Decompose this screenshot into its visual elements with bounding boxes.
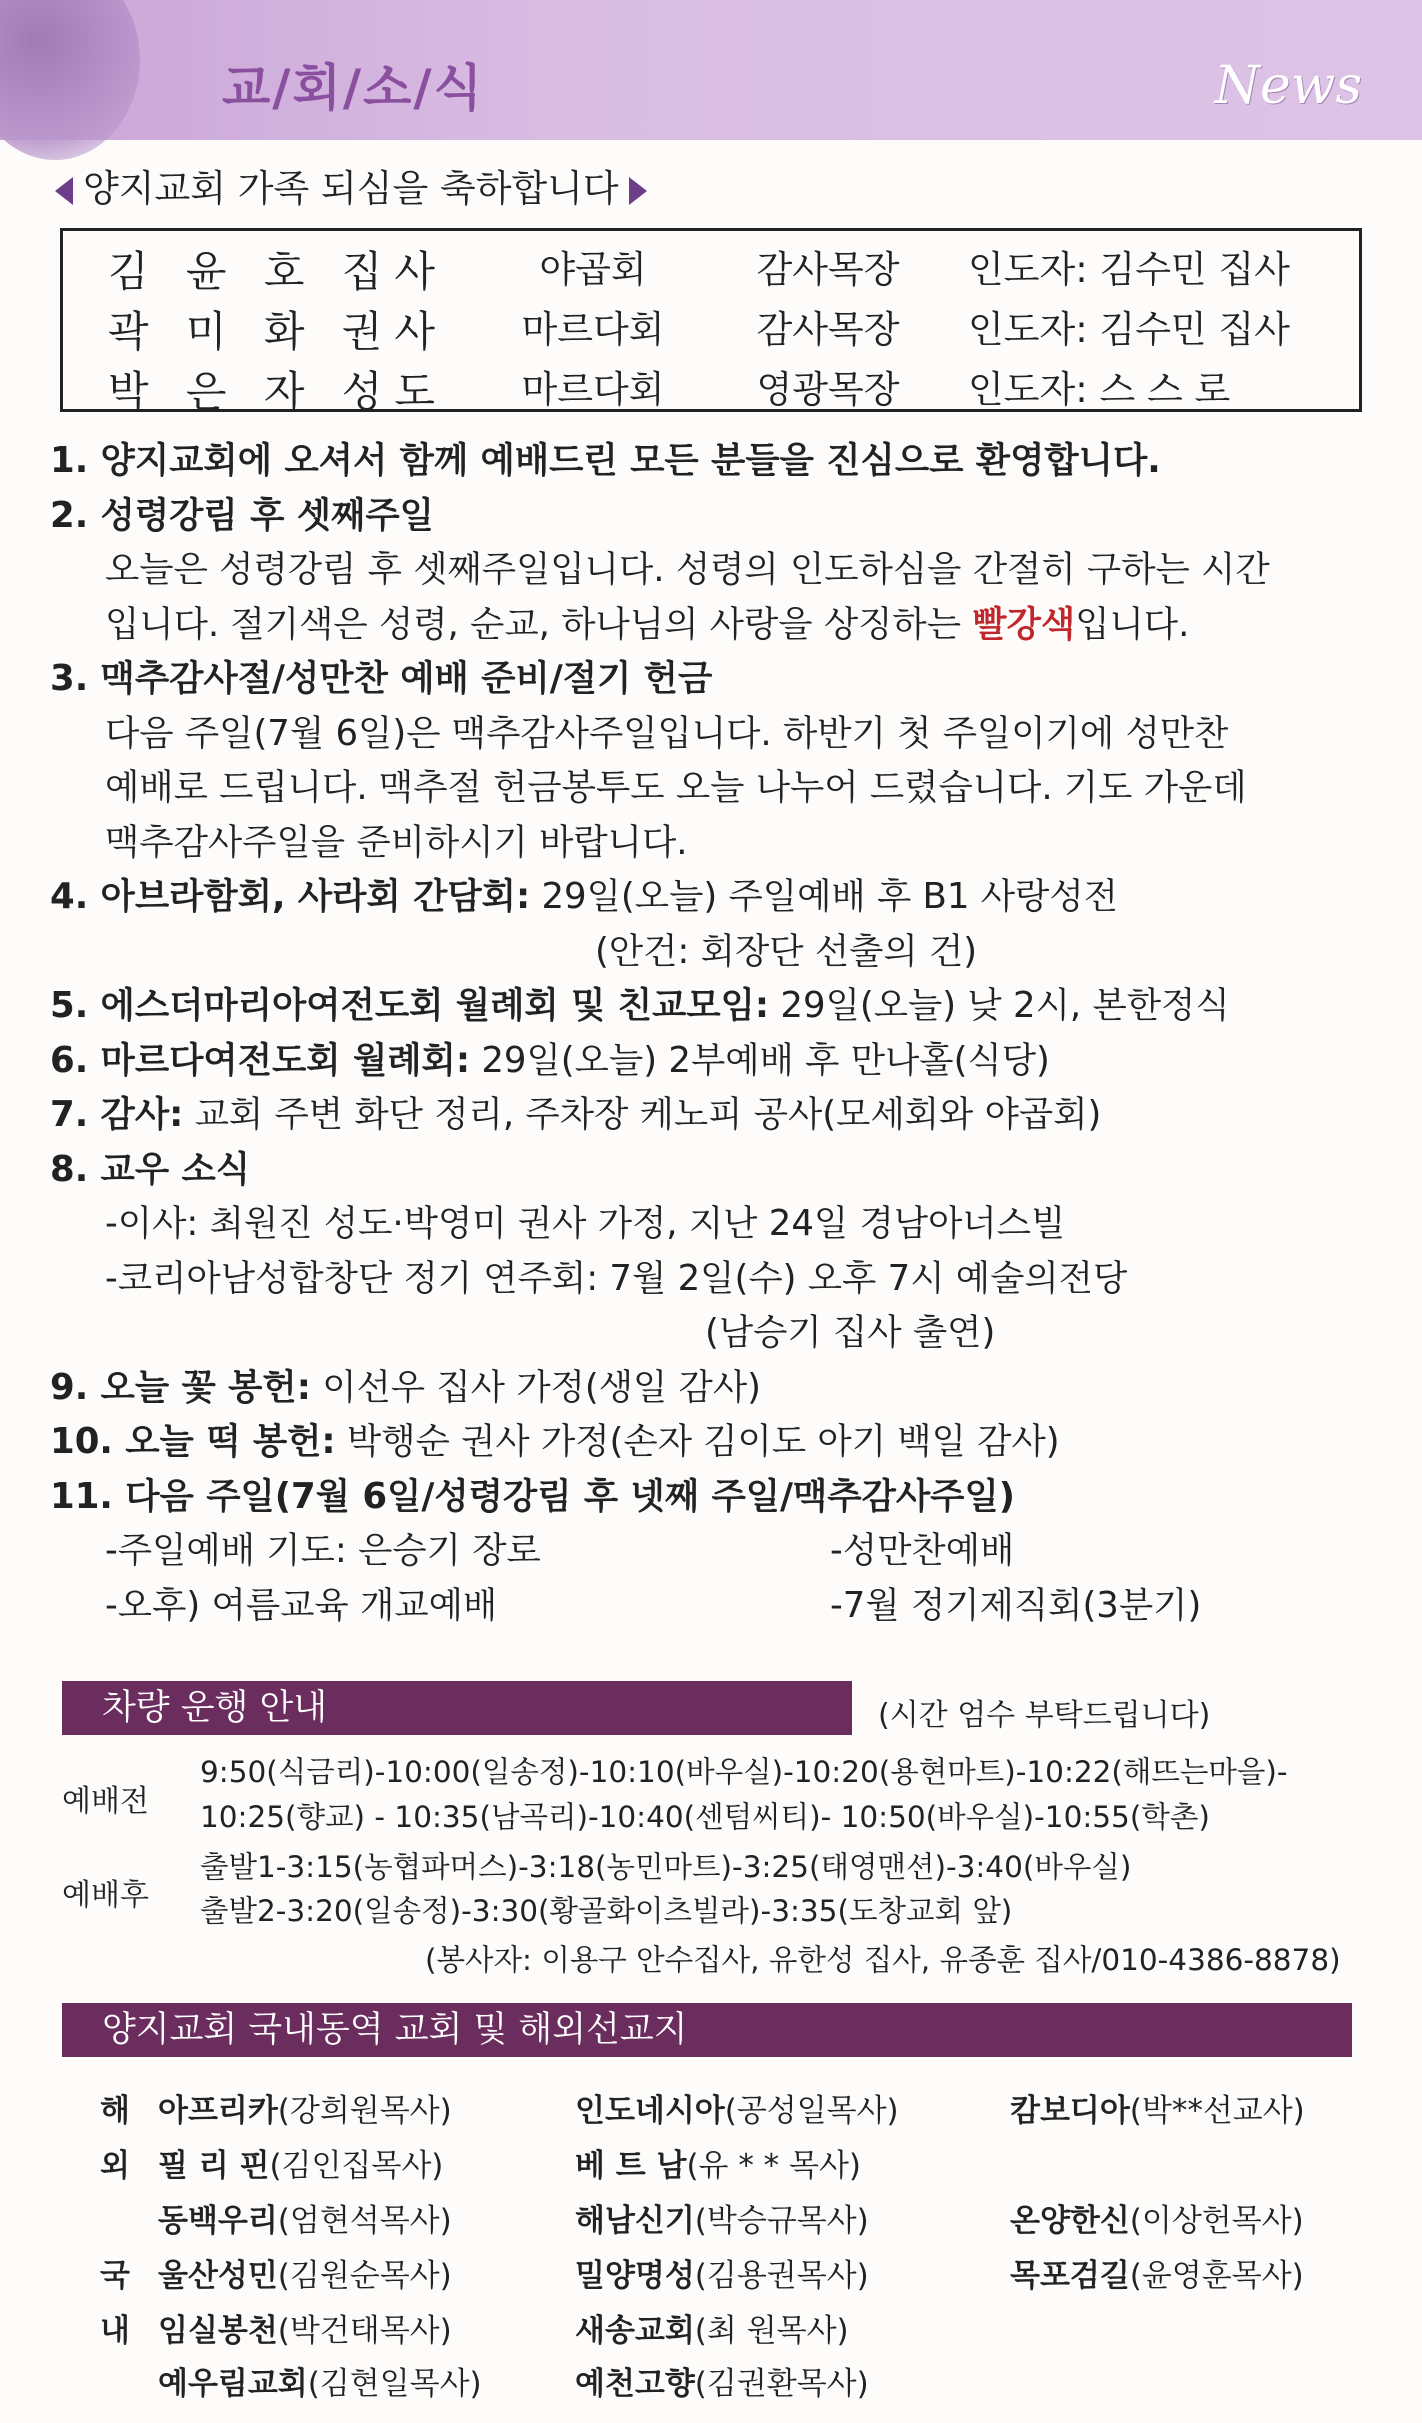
- side-label-nae: 내: [100, 2313, 130, 2349]
- mission-entry: [158, 2085, 452, 2130]
- member-mokjang: 영광목장: [756, 368, 900, 411]
- mission-pastor: (강희원목사): [277, 2093, 452, 2129]
- member-guide: 인도자: 김수민 집사: [968, 308, 1290, 351]
- mission-pastor: (공성일목사): [724, 2093, 899, 2129]
- mission-name: 울산성민: [158, 2258, 278, 2294]
- announcement-text: 29일(오늘) 2부예배 후 만나홀(식당): [470, 1039, 1050, 1081]
- mission-name: 베 트 남: [575, 2148, 687, 2184]
- member-guide: 인도자: 김수민 집사: [968, 248, 1290, 291]
- mission-name: 밀양명성: [575, 2258, 695, 2294]
- welcome-heading-text: 양지교회 가족 되심을 축하합니다: [83, 167, 619, 210]
- mission-name: 새송교회: [575, 2313, 695, 2349]
- announcement-11-heading: 11. 다음 주일(7월 6일/성령강림 후 넷째 주일/맥추감사주일): [50, 1475, 1015, 1517]
- missions-section-title: 양지교회 국내동역 교회 및 해외선교지: [62, 2003, 1352, 2057]
- announcement-text: 29일(오늘) 주일예배 후 B1 사랑성전: [530, 876, 1118, 917]
- side-label-hae: 해: [100, 2093, 130, 2129]
- announcement-4-sub: [50, 925, 1390, 980]
- mission-entry: [1010, 2085, 1305, 2130]
- announcement-6: [50, 1034, 1390, 1089]
- announcement-list: [50, 434, 1390, 1633]
- announcement-text: (남승기 집사 출연): [705, 1312, 996, 1353]
- announcement-11-body: [50, 1524, 1390, 1579]
- announcement-11-body: [50, 1579, 1390, 1634]
- member-mokjang: 감사목장: [756, 308, 900, 351]
- mission-pastor: (김인집목사): [269, 2148, 444, 2184]
- mission-pastor: (최 원목사): [694, 2313, 849, 2349]
- mission-name: 동백우리: [158, 2203, 278, 2239]
- mission-pastor: (윤영훈목사): [1129, 2258, 1304, 2294]
- announcement-text: -성만찬예배: [830, 1530, 1015, 1571]
- mission-pastor: (김현일목사): [307, 2366, 482, 2402]
- welcome-heading: [55, 158, 647, 212]
- transit-section-title: 차량 운행 안내: [62, 1681, 852, 1735]
- mission-pastor: (김원순목사): [277, 2258, 452, 2294]
- member-row: [63, 239, 1359, 297]
- mission-entry: [575, 2085, 899, 2130]
- mission-entry: [158, 2305, 452, 2350]
- mission-entry: [575, 2195, 869, 2240]
- mission-name: 온양한신: [1010, 2203, 1130, 2239]
- page-title: 교/회/소/식: [222, 59, 484, 117]
- announcement-8-body: -이사: 최원진 성도·박영미 권사 가정, 지난 24일 경남아너스빌: [105, 1203, 1066, 1244]
- header-banner: [0, 0, 1422, 140]
- mission-name: 해남신기: [575, 2203, 695, 2239]
- announcement-3-heading: 3. 맥추감사절/성만찬 예배 준비/절기 헌금: [50, 658, 713, 699]
- announcement-2-body: 오늘은 성령강림 후 셋째주일입니다. 성령의 인도하심을 간절히 구하는 시간: [105, 549, 1270, 590]
- mission-entry: [1010, 2195, 1304, 2240]
- mission-pastor: (김용권목사): [694, 2258, 869, 2294]
- mission-entry: [575, 2250, 869, 2295]
- member-row: [63, 299, 1359, 357]
- mission-pastor: (박승규목사): [694, 2203, 869, 2239]
- mission-pastor: (김권환목사): [694, 2366, 869, 2402]
- mission-pastor: (유 * * 목사): [686, 2148, 862, 2184]
- announcement-text: 입니다.: [1075, 603, 1190, 645]
- announcement-4: [50, 870, 1390, 925]
- member-mokjang: 감사목장: [756, 248, 900, 291]
- announcement-5: [50, 979, 1390, 1034]
- announcement-8-sub: [50, 1306, 1390, 1361]
- side-label-oe: 외: [100, 2148, 130, 2184]
- announcement-3-body: 다음 주일(7월 6일)은 맥추감사주일입니다. 하반기 첫 주일이기에 성만찬: [105, 712, 1229, 754]
- after-service-label: 예배후: [62, 1878, 149, 1913]
- member-group: 마르다회: [521, 308, 665, 351]
- mission-name: 아프리카: [158, 2093, 278, 2129]
- mission-name: 예천고향: [575, 2366, 695, 2402]
- announcement-text: (안건: 회장단 선출의 건): [595, 930, 978, 972]
- announcement-heading: 6. 마르다여전도회 월례회:: [50, 1039, 471, 1081]
- after-service-route: 출발1-3:15(농협파머스)-3:18(농민마트)-3:25(태영맨션)-3:40(바우실): [200, 1850, 1132, 1884]
- announcement-text: -오후) 여름교육 개교예배: [105, 1584, 498, 1626]
- mission-name: 인도네시아: [575, 2093, 725, 2129]
- triangle-left-icon: [55, 177, 73, 205]
- announcement-text: 29일(오늘) 낮 2시, 본한정식: [769, 985, 1230, 1026]
- mission-entry: [575, 2140, 861, 2185]
- mission-name: 목포검길: [1010, 2258, 1130, 2294]
- mission-name: 예우림교회: [158, 2366, 308, 2402]
- announcement-text: 교회 주변 화단 정리, 주차장 케노피 공사(모세회와 야곱회): [183, 1094, 1102, 1135]
- member-guide: 인도자: 스 스 로: [968, 368, 1231, 411]
- decorative-swoosh: [0, 0, 140, 160]
- announcement-heading: 7. 감사:: [50, 1094, 184, 1135]
- before-service-label: 예배전: [62, 1784, 149, 1819]
- announcement-3-body: 예배로 드립니다. 맥추절 헌금봉투도 오늘 나누어 드렸습니다. 기도 가운데: [105, 767, 1247, 808]
- mission-name: 임실봉천: [158, 2313, 278, 2349]
- news-badge: News: [1214, 56, 1362, 116]
- new-members-box: [60, 228, 1362, 416]
- announcement-9: [50, 1361, 1390, 1416]
- highlight-red-text: 빨강색: [972, 603, 1076, 645]
- announcement-text: -주일예배 기도: 은승기 장로: [105, 1530, 541, 1571]
- mission-pastor: (엄현석목사): [277, 2203, 452, 2239]
- announcement-8-body: -코리아남성합창단 정기 연주회: 7월 2일(수) 오후 7시 예술의전당: [105, 1257, 1128, 1299]
- mission-name: 필 리 핀: [158, 2148, 270, 2184]
- announcement-heading: 10. 오늘 떡 봉헌:: [50, 1421, 336, 1462]
- mission-entry: [158, 2250, 452, 2295]
- triangle-right-icon: [629, 177, 647, 205]
- announcement-heading: 9. 오늘 꽃 봉헌:: [50, 1366, 311, 1408]
- member-group: 야곱회: [539, 248, 647, 291]
- announcement-2-heading: 2. 성령강림 후 셋째주일: [50, 494, 434, 536]
- member-row: [63, 359, 1359, 417]
- mission-pastor: (박**선교사): [1129, 2093, 1305, 2129]
- announcement-text: 이선우 집사 가정(생일 감사): [310, 1366, 761, 1408]
- mission-pastor: (이상헌목사): [1129, 2203, 1304, 2239]
- announcement-text: -7월 정기제직회(3분기): [830, 1584, 1202, 1626]
- side-label-guk: 국: [100, 2258, 130, 2294]
- member-name: 박 은 자 성도: [108, 367, 447, 416]
- announcement-heading: 4. 아브라함회, 사라회 간담회:: [50, 876, 531, 917]
- announcement-text: 입니다. 절기색은 성령, 순교, 하나님의 사랑을 상징하는: [105, 603, 973, 645]
- member-name: 김 윤 호 집사: [108, 247, 447, 296]
- announcement-heading: 5. 에스더마리아여전도회 월례회 및 친교모임:: [50, 985, 770, 1026]
- announcement-3-body: 맥추감사주일을 준비하시기 바랍니다.: [105, 821, 688, 863]
- mission-entry: [1010, 2250, 1304, 2295]
- mission-entry: [158, 2140, 443, 2185]
- announcement-7: [50, 1088, 1390, 1143]
- announcement-8-heading: 8. 교우 소식: [50, 1148, 251, 1190]
- mission-entry: [575, 2305, 849, 2350]
- after-service-route: 출발2-3:20(일송정)-3:30(황골화이츠빌라)-3:35(도창교회 앞): [200, 1894, 1013, 1928]
- announcement-1: 1. 양지교회에 오셔서 함께 예배드린 모든 분들을 진심으로 환영합니다.: [50, 440, 1161, 481]
- member-group: 마르다회: [521, 368, 665, 411]
- mission-entry: [158, 2195, 452, 2240]
- announcement-10: [50, 1415, 1390, 1470]
- transit-note: (시간 엄수 부탁드립니다): [878, 1698, 1211, 1733]
- before-service-route: 9:50(식금리)-10:00(일송정)-10:10(바우실)-10:20(용현마트)-10:22(해뜨는마을)-: [200, 1755, 1288, 1789]
- member-name: 곽 미 화 권사: [108, 307, 447, 356]
- transit-volunteers: (봉사자: 이용구 안수집사, 유한성 집사, 유종훈 집사/010-4386-8878): [425, 1943, 1341, 1977]
- mission-name: 캄보디아: [1010, 2093, 1130, 2129]
- before-service-route: 10:25(향교) - 10:35(남곡리)-10:40(센텀씨티)- 10:50(바우실)-10:55(학촌): [200, 1800, 1210, 1834]
- announcement-text: 박행순 권사 가정(손자 김이도 아기 백일 감사): [335, 1421, 1060, 1462]
- announcement-2-body: [50, 598, 1390, 653]
- mission-pastor: (박건태목사): [277, 2313, 452, 2349]
- mission-entry: [575, 2358, 869, 2403]
- mission-entry: [158, 2358, 482, 2403]
